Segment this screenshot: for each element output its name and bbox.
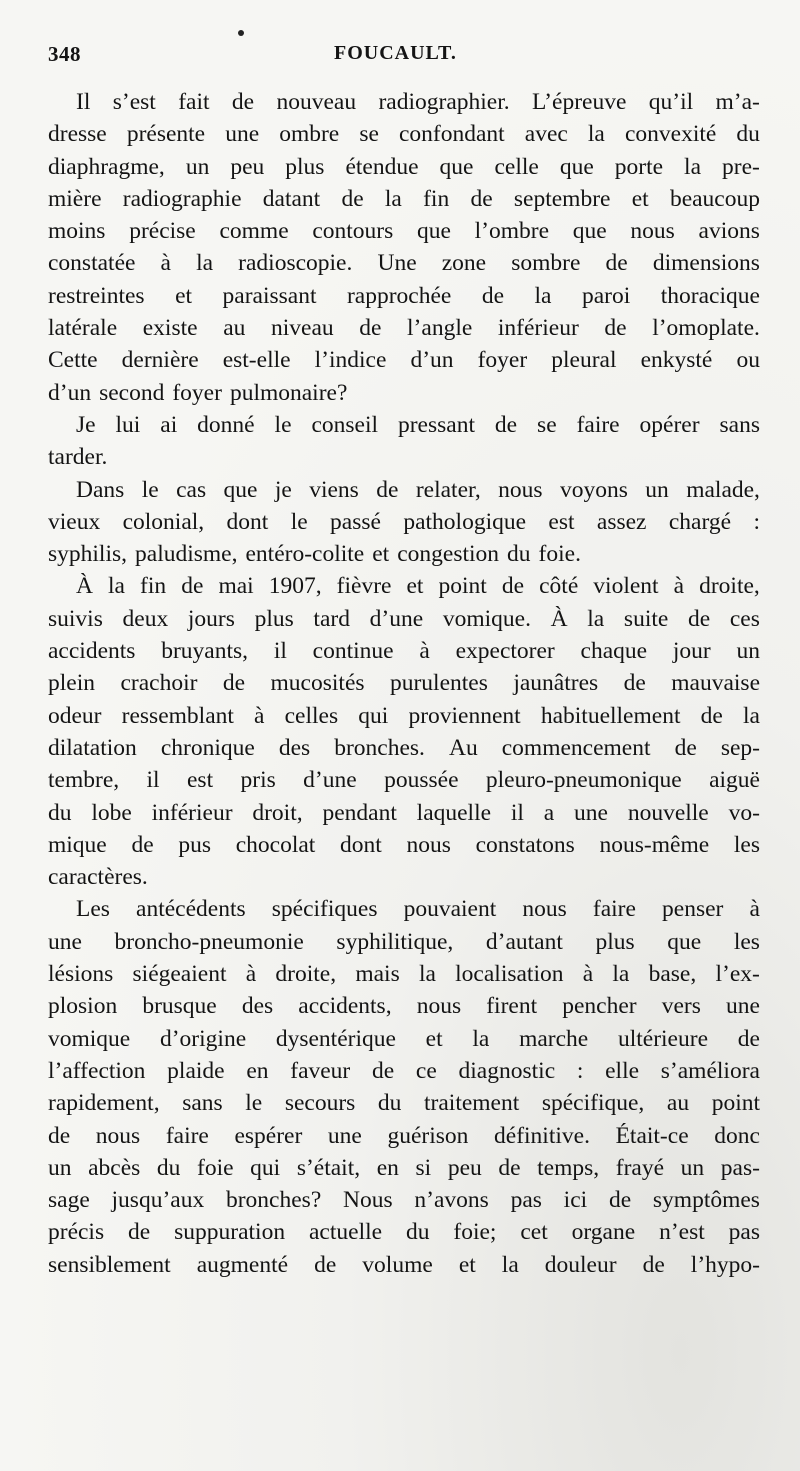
text-line: Cette dernière est-elle l’indice d’un foyer pleural enkysté ou: [48, 347, 760, 374]
text-line: Il s’est fait de nouveau radiographier. L’épreuve qu’il m’a-: [76, 89, 760, 115]
text-line: dilatation chronique des bronches. Au commencement de sep-: [48, 734, 760, 761]
text-line: sage jusqu’aux bronches? Nous n’avons pas ici de symptômes: [48, 1187, 760, 1214]
text-line: caractères.: [48, 864, 148, 891]
text-line: syphilis, paludisme, entéro-colite et congestion du foie.: [48, 541, 581, 568]
text-line: un abcès du foie qui s’était, en si peu de temps, frayé un pas-: [48, 1154, 760, 1181]
text-line: l’affection plaide en faveur de ce diagnostic : elle s’améliora: [48, 1057, 760, 1084]
text-line: Les antécédents spécifiques pouvaient nous faire penser à: [76, 896, 760, 923]
text-line: diaphragme, un peu plus étendue que celle que porte la pre-: [48, 153, 760, 180]
text-line: restreintes et paraissant rapprochée de la paroi thoracique: [48, 282, 760, 309]
text-line: plein crachoir de mucosités purulentes jaunâtres de mauvaise: [48, 670, 760, 697]
body-text: [48, 86, 760, 1281]
running-head: [48, 42, 748, 72]
text-line: vieux colonial, dont le passé pathologique est assez chargé :: [48, 508, 760, 535]
text-line: suivis deux jours plus tard d’une vomique. À la suite de ces: [48, 605, 760, 632]
text-line: moins précise comme contours que l’ombre que nous avions: [48, 218, 760, 245]
text-line: odeur ressemblant à celles qui proviennent habituellement de la: [48, 702, 760, 729]
text-line: sensiblement augmenté de volume et la douleur de l’hypo-: [48, 1251, 760, 1278]
text-line: tembre, il est pris d’une poussée pleuro-pneumonique aiguë: [48, 767, 760, 794]
text-line: Je lui ai donné le conseil pressant de se faire opérer sans: [76, 411, 760, 438]
text-line: plosion brusque des accidents, nous firent pencher vers une: [48, 993, 760, 1020]
text-line: Dans le cas que je viens de relater, nous voyons un malade,: [76, 476, 760, 503]
text-line: mique de pus chocolat dont nous constatons nous-même les: [48, 831, 760, 858]
text-line: mière radiographie datant de la fin de septembre et beaucoup: [48, 185, 760, 212]
text-line: latérale existe au niveau de l’angle inférieur de l’omoplate.: [48, 315, 760, 342]
text-line: tarder.: [48, 444, 108, 471]
text-line: accidents bruyants, il continue à expectorer chaque jour un: [48, 638, 760, 665]
print-speck: [238, 30, 244, 36]
text-line: du lobe inférieur droit, pendant laquelle il a une nouvelle vo-: [48, 799, 760, 826]
text-line: de nous faire espérer une guérison définitive. Était-ce donc: [48, 1122, 760, 1149]
text-line: constatée à la radioscopie. Une zone sombre de dimensions: [48, 250, 760, 277]
text-line: vomique d’origine dysentérique et la marche ultérieure de: [48, 1025, 760, 1052]
text-line: rapidement, sans le secours du traitement spécifique, au point: [48, 1090, 760, 1117]
text-line: précis de suppuration actuelle du foie; cet organe n’est pas: [48, 1219, 760, 1246]
text-line: À la fin de mai 1907, fièvre et point de côté violent à droite,: [76, 573, 760, 600]
page-number: 348: [48, 42, 81, 66]
text-line: dresse présente une ombre se confondant avec la convexité du: [48, 121, 760, 148]
text-line: une broncho-pneumonie syphilitique, d’autant plus que les: [48, 928, 760, 955]
text-line: lésions siégeaient à droite, mais la localisation à la base, l’ex-: [48, 961, 760, 988]
running-head-author: FOUCAULT.: [334, 42, 457, 64]
text-line: d’un second foyer pulmonaire?: [48, 379, 348, 406]
